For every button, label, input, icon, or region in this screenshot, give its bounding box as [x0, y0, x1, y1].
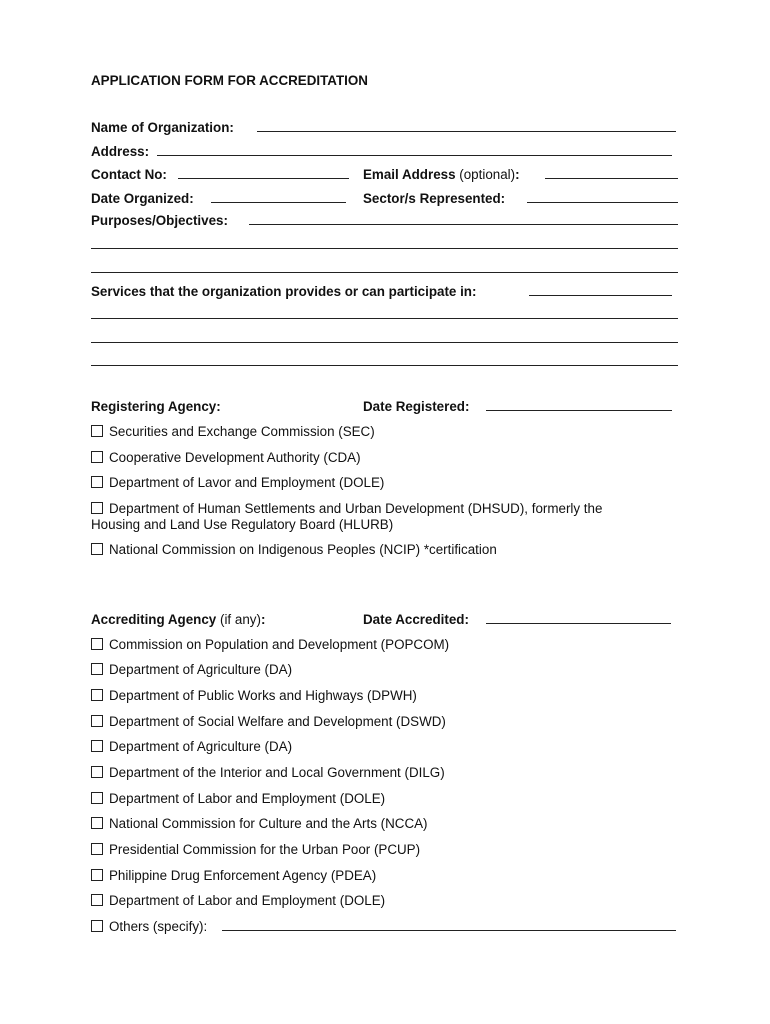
date-registered-label: Date Registered:: [363, 399, 470, 414]
purposes-objectives-input-line[interactable]: [249, 224, 678, 225]
name-of-organization-input-line[interactable]: [257, 131, 676, 132]
date-accredited-label: Date Accredited:: [363, 612, 469, 627]
checkbox-icon[interactable]: [91, 920, 103, 932]
checkbox-icon[interactable]: [91, 476, 103, 488]
checkbox-icon[interactable]: [91, 425, 103, 437]
checkbox-icon[interactable]: [91, 740, 103, 752]
date-registered-input-line[interactable]: [486, 410, 672, 411]
sectors-represented-input-line[interactable]: [527, 202, 678, 203]
checkbox-icon[interactable]: [91, 843, 103, 855]
purposes-objectives-line-2[interactable]: [91, 248, 678, 249]
checkbox-icon[interactable]: [91, 817, 103, 829]
accrediting-option[interactable]: Department of Agriculture (DA): [91, 662, 292, 677]
purposes-objectives-label: Purposes/Objectives:: [91, 213, 228, 228]
accrediting-option[interactable]: Department of Labor and Employment (DOLE): [91, 893, 385, 908]
services-line-4[interactable]: [91, 365, 678, 366]
address-label: Address:: [91, 144, 150, 159]
services-line-3[interactable]: [91, 342, 678, 343]
services-input-line[interactable]: [529, 295, 672, 296]
checkbox-icon[interactable]: [91, 638, 103, 650]
accrediting-option[interactable]: Department of Social Welfare and Development (DSWD): [91, 714, 446, 729]
accrediting-option[interactable]: Presidential Commission for the Urban Poor (PCUP): [91, 842, 420, 857]
checkbox-icon[interactable]: [91, 894, 103, 906]
accrediting-option[interactable]: Department of Public Works and Highways (DPWH): [91, 688, 417, 703]
registering-option[interactable]: Department of Lavor and Employment (DOLE): [91, 475, 384, 490]
accrediting-option[interactable]: Department of Agriculture (DA): [91, 739, 292, 754]
registering-option-continuation: Housing and Land Use Regulatory Board (HLURB): [91, 517, 394, 532]
purposes-objectives-line-3[interactable]: [91, 272, 678, 273]
checkbox-icon[interactable]: [91, 502, 103, 514]
name-of-organization-label: Name of Organization:: [91, 120, 234, 135]
checkbox-icon[interactable]: [91, 689, 103, 701]
checkbox-icon[interactable]: [91, 451, 103, 463]
sectors-represented-label: Sector/s Represented:: [363, 191, 506, 206]
date-organized-input-line[interactable]: [211, 202, 346, 203]
accrediting-option[interactable]: Department of the Interior and Local Government (DILG): [91, 765, 445, 780]
registering-option[interactable]: Department of Human Settlements and Urban Development (DHSUD), formerly the: [91, 501, 602, 516]
registering-agency-label: Registering Agency:: [91, 399, 221, 414]
registering-option[interactable]: Cooperative Development Authority (CDA): [91, 450, 361, 465]
address-input-line[interactable]: [157, 155, 672, 156]
checkbox-icon[interactable]: [91, 869, 103, 881]
form-title: APPLICATION FORM FOR ACCREDITATION: [91, 73, 368, 88]
checkbox-icon[interactable]: [91, 663, 103, 675]
checkbox-icon[interactable]: [91, 792, 103, 804]
others-specify-input-line[interactable]: [222, 930, 676, 931]
contact-no-input-line[interactable]: [178, 178, 349, 179]
email-address-input-line[interactable]: [545, 178, 678, 179]
contact-no-label: Contact No:: [91, 167, 167, 182]
accrediting-option[interactable]: Philippine Drug Enforcement Agency (PDEA): [91, 868, 376, 883]
accrediting-option-others[interactable]: Others (specify):: [91, 919, 207, 934]
accrediting-option[interactable]: Department of Labor and Employment (DOLE): [91, 791, 385, 806]
date-accredited-input-line[interactable]: [486, 623, 671, 624]
accrediting-option[interactable]: Commission on Population and Development (POPCOM): [91, 637, 449, 652]
checkbox-icon[interactable]: [91, 543, 103, 555]
checkbox-icon[interactable]: [91, 715, 103, 727]
email-address-label: Email Address (optional):: [363, 167, 520, 182]
checkbox-icon[interactable]: [91, 766, 103, 778]
accrediting-option[interactable]: National Commission for Culture and the Arts (NCCA): [91, 816, 428, 831]
services-label: Services that the organization provides or can participate in:: [91, 284, 477, 299]
services-line-2[interactable]: [91, 318, 678, 319]
registering-option[interactable]: Securities and Exchange Commission (SEC): [91, 424, 375, 439]
accrediting-agency-label: Accrediting Agency (if any):: [91, 612, 266, 627]
date-organized-label: Date Organized:: [91, 191, 194, 206]
registering-option[interactable]: National Commission on Indigenous Peoples (NCIP) *certification: [91, 542, 497, 557]
